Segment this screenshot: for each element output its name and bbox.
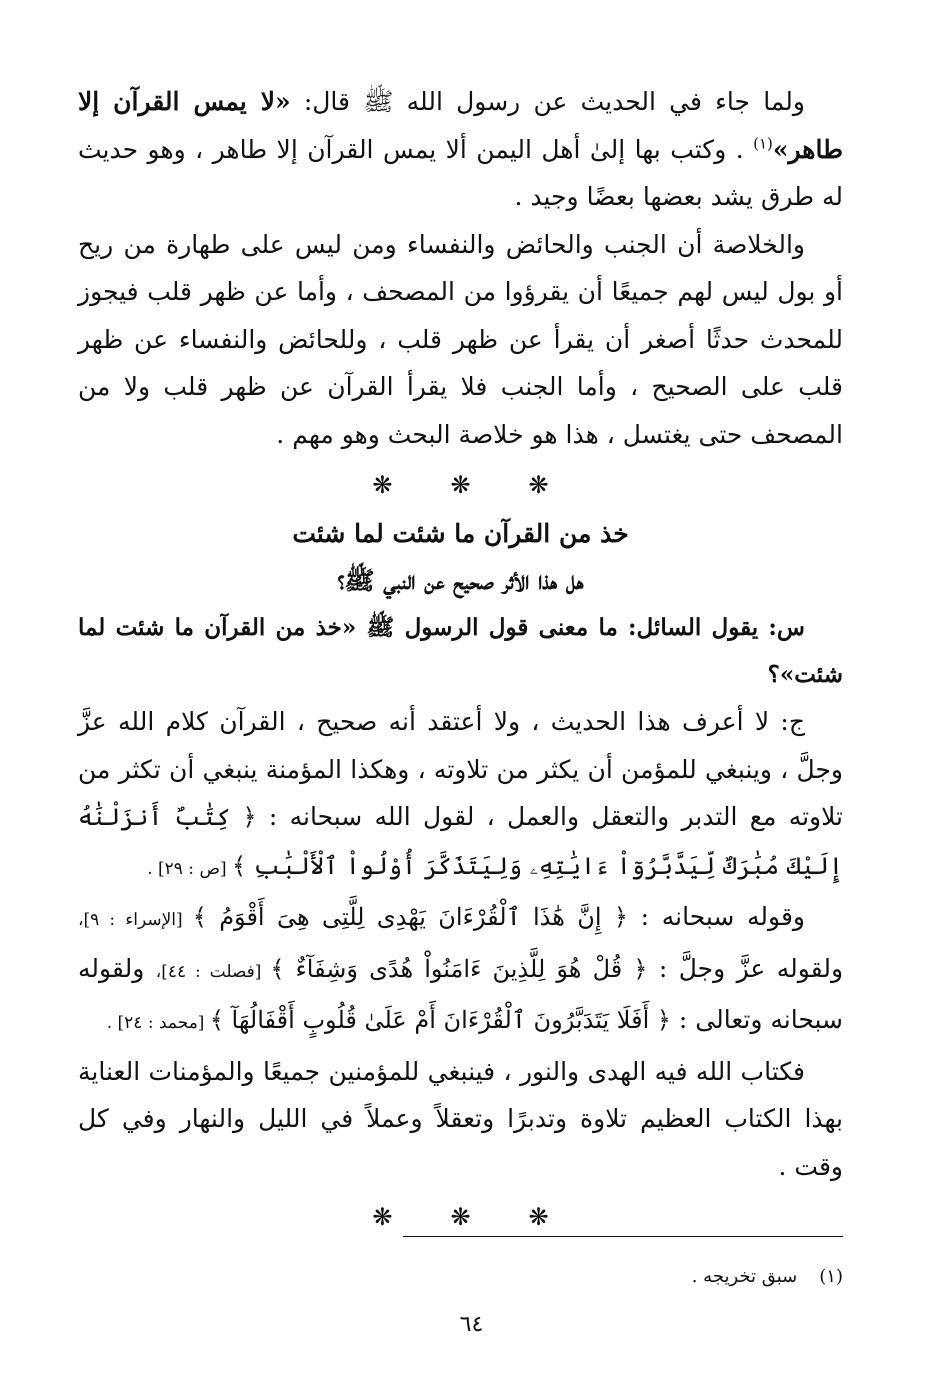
- verses-lead: وقوله سبحانه :: [627, 902, 805, 931]
- quran-verse: ﴿ أَفَلَا يَتَدَبَّرُونَ ٱلْقُرْءَانَ أَمْ عَلَىٰ قُلُوبٍ أَقْفَالُهَآ ﴾: [209, 1006, 671, 1034]
- footnote-number: (١): [819, 1266, 843, 1287]
- quran-verse: ﴿ إِنَّ هَٰذَا ٱلْقُرْءَانَ يَهْدِى لِلَّتِى هِىَ أَقْوَمُ ﴾: [192, 903, 628, 931]
- section-separator: [78, 1194, 843, 1240]
- footnote-text: سبق تخريجه .: [691, 1266, 798, 1287]
- intro-lead: ولما جاء في الحديث عن رسول الله ﷺ قال:: [290, 87, 805, 116]
- verse-reference: [فصلت : ٤٤]،: [155, 961, 271, 982]
- section-heading-subtitle: هل هذا الأثر صحيح عن النبي ﷺ؟: [337, 566, 584, 595]
- verse-reference: [محمد : ٢٤] .: [106, 1013, 210, 1033]
- quran-verse: ﴿ قُلْ هُوَ لِلَّذِينَ ءَامَنُواْ هُدًى وَشِفَآءٌ ﴾: [270, 954, 648, 983]
- page-number: ٦٤: [459, 1312, 484, 1337]
- separator-star-icon: ❋: [450, 1203, 471, 1231]
- quran-verse: ﴿ كِتَٰبٌ أَنزَلْنَٰهُ إِلَيْكَ مُبَٰرَكٌ لِّيَدَّبَّرُوٓاْ ءَايَٰتِهِۦ وَلِيَتَذَكَّرَ أُوْلُواْ ٱلْأَلْبَٰبِ ﴾: [78, 803, 843, 880]
- separator-star-icon: ❋: [528, 1203, 549, 1231]
- footnote-marker[interactable]: (١): [753, 134, 773, 153]
- section-separator: [78, 462, 843, 508]
- intro-rest: . وكتب بها إلىٰ أهل اليمن ألا يمس القرآن إلا طاهر ، وهو حديث له طرق يشد بعضها بعضًا وجيد .: [78, 134, 843, 211]
- conclusion-paragraph: فكتاب الله فيه الهدى والنور ، فينبغي للمؤمنين جميعًا والمؤمنات العناية بهذا الكتاب العظيم تلاوة وتدبرًا وتعقلاً وعملاً في الليل والنهار وفي كل وقت .: [78, 1056, 843, 1181]
- verse-reference: [الإسراء : ٩]،: [78, 910, 193, 930]
- separator-star-icon: ❋: [372, 471, 393, 499]
- footnote: [692, 1262, 843, 1292]
- question-paragraph: س: يقول السائل: ما معنى قول الرسول ﷺ «خذ من القرآن ما شئت لما شئت»؟: [78, 614, 843, 688]
- separator-star-icon: ❋: [450, 471, 471, 499]
- footnote-divider: [403, 1236, 843, 1237]
- separator-star-icon: ❋: [372, 1203, 393, 1231]
- summary-paragraph: والخلاصة أن الجنب والحائض والنفساء ومن ليس على طهارة من ريح أو بول ليس لهم جميعًا أن يقرؤوا من المصحف ، وأما عن ظهر قلب فيجوز للمحدث حدثًا أصغر أن يقرأ عن ظهر قلب ، وللحائض والنفساء عن ظهر قلب على الصحيح ، وأما الجنب فلا يقرأ القرآن عن ظهر قلب ولا من المصحف حتى يغتسل ، هذا هو خلاصة البحث وهو مهم .: [78, 229, 843, 449]
- intro-paragraph: [78, 78, 843, 221]
- separator-star-icon: ❋: [528, 471, 549, 499]
- answer-text: ج: لا أعرف هذا الحديث ، ولا أعتقد أنه صحيح ، القرآن كلام الله عزَّ وجلَّ ، وينبغي للمؤمن أن يكثر من تلاوته ، وهكذا المؤمنة ينبغي أن تكثر من تلاوته مع التدبر والتعقل والعمل ، لقول الله سبحانه :: [78, 707, 844, 831]
- verse-reference: [ص : ٢٩] .: [147, 858, 233, 879]
- verses-lead: ولقوله عزَّ وجلَّ :: [647, 953, 844, 983]
- answer-paragraph: [78, 698, 843, 893]
- verses-lead: ولقوله سبحانه وتعالى :: [78, 953, 843, 1034]
- section-heading-title: خذ من القرآن ما شئت لما شئت: [292, 519, 629, 548]
- hadith-quote: «لا يمس القرآن إلا طاهر»: [78, 87, 843, 164]
- verses-paragraph: [78, 893, 843, 1048]
